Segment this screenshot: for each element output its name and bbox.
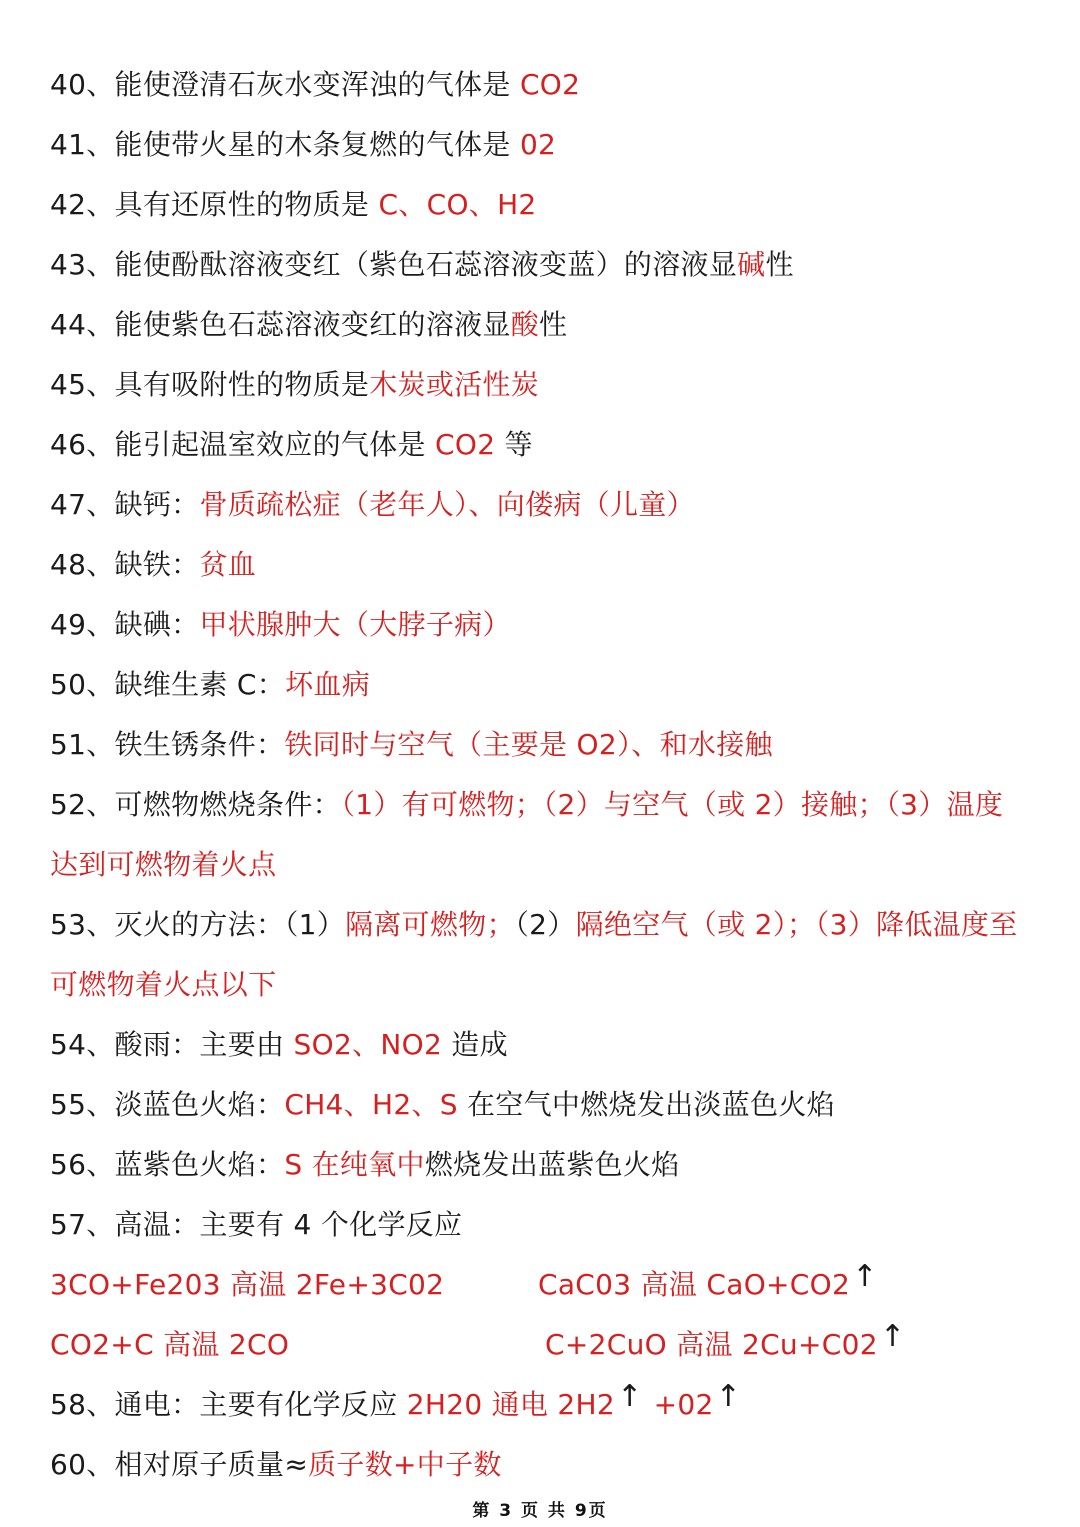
item-answer: 坏血病 (285, 668, 370, 701)
reaction-equation: CO2+C 高温 2CO (50, 1328, 290, 1361)
item-58 (50, 1379, 1040, 1425)
item-40 (50, 65, 1040, 105)
item-50 (50, 665, 1040, 705)
item-answer: 贫血 (199, 548, 257, 581)
reaction-4 (545, 1319, 1055, 1365)
gas-arrow-icon: ↑ (617, 1379, 643, 1414)
gas-arrow-icon: ↑ (715, 1379, 742, 1414)
item-answer: 质子数+中子数 (308, 1448, 502, 1481)
item-text: 58、通电：主要有化学反应 (50, 1388, 407, 1421)
item-answer: CO2 (519, 68, 581, 101)
approx-symbol: ≈ (284, 1448, 309, 1481)
item-text: 45、具有吸附性的物质是 (50, 368, 370, 401)
item-text: 48、缺铁： (50, 548, 200, 581)
item-answer: CH4、H2、S (284, 1088, 458, 1121)
item-text: 41、能使带火星的木条复燃的气体是 (50, 128, 520, 161)
item-answer: 木炭或活性炭 (369, 368, 540, 401)
page-footer: 第 3 页 共 9页 (472, 1501, 608, 1521)
item-text: 43、能使酚酞溶液变红（紫色石蕊溶液变蓝）的溶液显 (50, 248, 738, 281)
reaction-equation: +02 (644, 1388, 714, 1421)
item-57 (50, 1205, 1040, 1245)
item-answer: SO2、NO2 (293, 1028, 443, 1061)
item-answer: 铁同时与空气（主要是 O2）、和水接触 (284, 728, 773, 761)
item-60 (50, 1445, 1040, 1485)
item-text: 47、缺钙： (50, 488, 200, 521)
item-55 (50, 1085, 1040, 1125)
item-56 (50, 1145, 1040, 1185)
item-53-continuation (50, 965, 1040, 1005)
item-suffix: 在空气中燃烧发出淡蓝色火焰 (457, 1088, 835, 1121)
item-44 (50, 305, 1040, 345)
item-answer: 可燃物着火点以下 (50, 968, 277, 1001)
item-53 (50, 905, 1040, 945)
item-52 (50, 785, 1040, 825)
item-text: 49、缺碘： (50, 608, 200, 641)
item-answer: 酸 (510, 308, 540, 341)
reaction-equation: CaC03 高温 CaO+CO2 (538, 1268, 851, 1301)
item-42 (50, 185, 1040, 225)
item-text: 57、高温：主要有 4 个化学反应 (50, 1208, 463, 1241)
item-43 (50, 245, 1040, 285)
item-suffix: 造成 (442, 1028, 508, 1061)
item-suffix: 性 (765, 248, 794, 281)
item-47 (50, 485, 1040, 525)
item-text: （1） (284, 908, 346, 941)
item-48 (50, 545, 1040, 585)
item-41 (50, 125, 1040, 165)
item-answer: 骨质疏松症（老年人）、向偻病（儿童） (199, 488, 695, 521)
reaction-equation: C+2CuO 高温 2Cu+C02 (545, 1328, 878, 1361)
item-text: 52、可燃物燃烧条件： (50, 788, 341, 821)
item-answer: （1）有可燃物；（2）与空气（或 2）接触；（3）温度 (340, 788, 1004, 821)
item-answer: 碱 (737, 248, 766, 281)
item-answer: 达到可燃物着火点 (50, 848, 277, 881)
reaction-1 (50, 1265, 520, 1305)
item-text: 46、能引起温室效应的气体是 (50, 428, 436, 461)
item-answer: 甲状腺肿大（大脖子病） (199, 608, 511, 641)
item-text: 50、缺维生素 C： (50, 668, 286, 701)
item-49 (50, 605, 1040, 645)
item-suffix: 性 (539, 308, 568, 341)
item-text: 56、蓝紫色火焰： (50, 1148, 285, 1181)
item-46 (50, 425, 1040, 465)
item-52-continuation (50, 845, 1040, 885)
item-answer: S 在纯氧中 (284, 1148, 425, 1181)
reaction-equation: 2H20 通电 2H2 (406, 1388, 616, 1421)
item-answer: CO2 (435, 428, 496, 461)
item-answer: 隔绝空气（或 2）；（3）降低温度至 (575, 908, 1018, 941)
item-text: 53、灭火的方法： (50, 908, 285, 941)
item-text: 42、具有还原性的物质是 (50, 188, 379, 221)
gas-arrow-icon: ↑ (852, 1259, 878, 1294)
item-text: 60、相对原子质量 (50, 1448, 285, 1481)
item-text: 55、淡蓝色火焰： (50, 1088, 285, 1121)
item-suffix: 等 (495, 428, 533, 461)
reaction-2 (538, 1259, 1058, 1305)
item-text: （2） (514, 908, 576, 941)
item-51 (50, 725, 1040, 765)
item-text: 54、酸雨：主要由 (50, 1028, 294, 1061)
item-text: 40、能使澄清石灰水变浑浊的气体是 (50, 68, 520, 101)
gas-arrow-icon: ↑ (879, 1319, 906, 1354)
reaction-equation: 3CO+Fe203 高温 2Fe+3C02 (50, 1268, 445, 1301)
item-text: 51、铁生锈条件： (50, 728, 285, 761)
item-answer: 02 (519, 128, 557, 161)
item-answer: C、CO、H2 (378, 188, 537, 221)
item-54 (50, 1025, 1040, 1065)
item-text: 44、能使紫色石蕊溶液变红的溶液显 (50, 308, 511, 341)
reaction-3 (50, 1325, 520, 1365)
item-45 (50, 365, 1040, 405)
item-suffix: 燃烧发出蓝紫色火焰 (424, 1148, 680, 1181)
item-answer: 隔离可燃物； (345, 908, 515, 941)
